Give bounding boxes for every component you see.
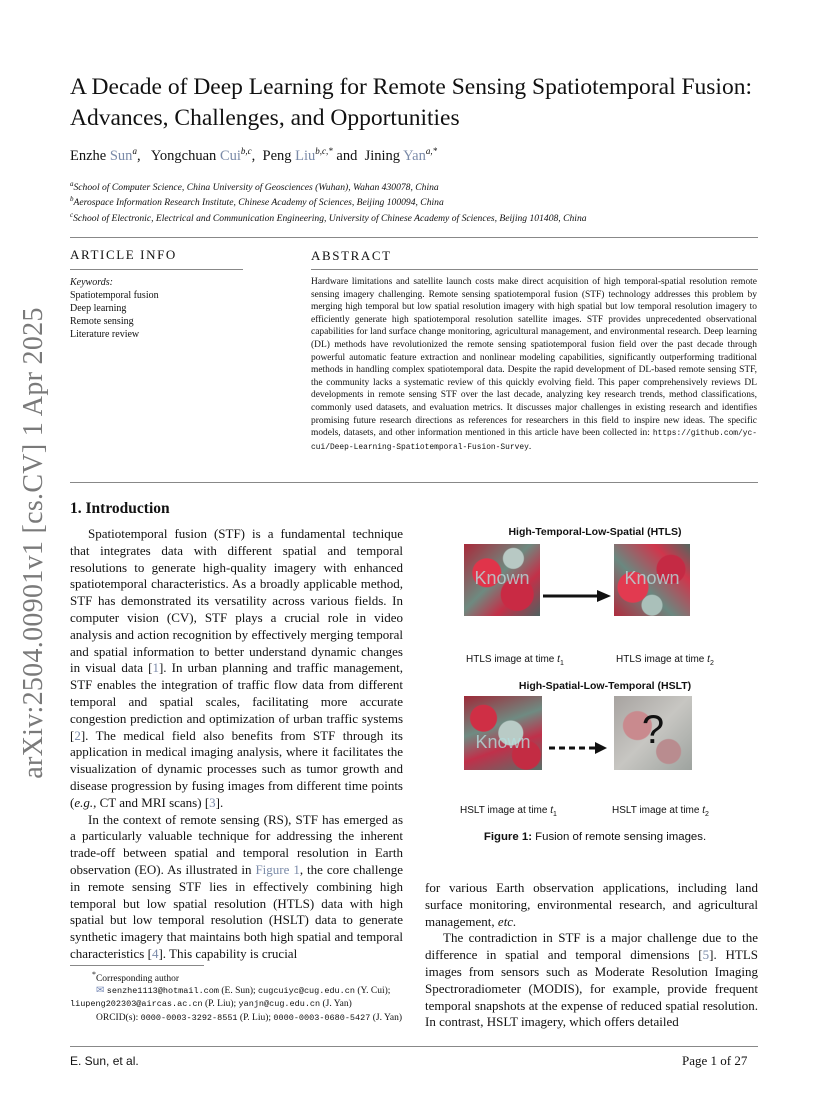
citation-link[interactable]: 1 <box>152 660 159 676</box>
hslt-title: High-Spatial-Low-Temporal (HSLT) <box>518 680 692 692</box>
dashed-arrow-icon <box>547 742 609 754</box>
known-label: Known <box>624 568 680 588</box>
footer-authors: E. Sun, et al. <box>70 1054 139 1068</box>
article-info-divider <box>70 269 243 270</box>
footer-divider <box>70 1046 758 1047</box>
unknown-question-mark: ? <box>641 708 665 752</box>
footnote-corresponding: *Corresponding author <box>92 970 180 985</box>
author-link[interactable]: Yan <box>403 147 426 164</box>
abstract-divider <box>311 269 758 270</box>
envelope-icon: ✉ <box>96 985 105 996</box>
paragraph: The contradiction in STF is a major challenge due to the difference in spatial and temporal dimensions [5]. HTLS images from sensors such as Moderate Resolution Imaging Spectroradiometer (MODIS), for example, provide frequent temporal snapshots at the expense of reduced spatial resolution. In contrast, HSLT imagery, which offers detailed <box>425 930 758 1030</box>
abstract-body: Hardware limitations and satellite launch costs make direct acquisition of high temporal-spatial resolution remote sensing imagery challenging. Remote sensing spatiotemporal fusion (STF) technology addresses this problem by merging high temporal but low spatial resolution imagery with high spatial but low temporal resolution imagery to efficiently generate high spatiotemporal resolution satellite images. STF provides unprecedented observational capabilities for land surface change monitoring, agricultural management, and environmental research. Deep learning (DL) methods have revolutionized the remote sensing spatiotemporal fusion field over the past decade through powerful automatic feature extraction and nonlinear modeling capabilities, significantly outperforming traditional methods in handling complex spatiotemporal data. Despite the rapid development of DL-based remote sensing STF, the community lacks a systematic review of this quickly evolving field. This paper comprehensively reviews DL developments in remote sensing STF over the last decade, analyzing key research trends, method classifications, commonly used datasets, and evaluation metrics. It discusses major challenges in existing research and identifies promising future research directions as references for researchers in this field to inspire new ideas. The specific models, datasets, and other information mentioned in this article have been collected in: https://github.com/yc-cui/Deep-Learning-Spatiotemporal-Fusion-Survey. <box>311 277 757 452</box>
citation-link[interactable]: 3 <box>209 794 216 810</box>
keywords-block <box>70 276 159 341</box>
article-info-heading: ARTICLE INFO <box>70 247 177 262</box>
email-link[interactable]: liupeng202303@aircas.ac.cn <box>70 999 203 1009</box>
htls-caption-t1: HTLS image at time $t_1$ <box>466 654 564 667</box>
citation-link[interactable]: 4 <box>151 945 159 961</box>
figure-link[interactable]: Figure 1 <box>255 861 300 877</box>
section-heading-introduction: 1. Introduction <box>70 500 170 517</box>
paragraph: Spatiotemporal fusion (STF) is a fundamental technique that integrates data with different spatial and temporal resolutions to generate high-quality imagery with enhanced spatiotemporal characteristics. As a broadly applicable method, STF has demonstrated its versatility across various fields. In computer vision (CV), STF plays a crucial role in video analysis and action recognition by effectively merging temporal and spatial information to better understand dynamic changes in visual data [1]. In urban planning and traffic management, STF enables the integration of traffic flow data from different temporal and spatial scales, facilitating more accurate congestion prediction and optimization of urban traffic systems [2]. The medical field also benefits from STF through its application in medical imaging analysis, where it facilitates the visualization of dynamic processes such as tumor growth and disease progression by fusing images from different time points (e.g., CT and MRI scans) [3]. <box>70 526 403 810</box>
author-4: Jining Yan$^{a,*}$ <box>364 146 438 164</box>
left-column-text <box>70 526 403 963</box>
author-link[interactable]: Sun <box>109 147 133 164</box>
email-link[interactable]: cugcuiyc@cug.edu.cn <box>258 986 355 996</box>
citation-link[interactable]: 2 <box>74 727 81 743</box>
citation-link[interactable]: 5 <box>702 947 710 963</box>
hslt-image-t1 <box>464 696 542 770</box>
orcid-link[interactable]: 0000-0003-0680-5427 <box>273 1013 371 1023</box>
footnote-emails-2: liupeng202303@aircas.ac.cn (P. Liu); yanjn@cug.edu.cn (J. Yan) <box>70 999 352 1009</box>
htls-title: High-Temporal-Low-Spatial (HTLS) <box>508 526 682 538</box>
known-label: Known <box>475 732 531 752</box>
arrow-right-icon <box>541 589 613 603</box>
keyword: Deep learning <box>70 303 127 314</box>
affiliation-a: $^a$School of Computer Science, China University of Geosciences (Wuhan), Wahan 430078, China <box>70 180 439 194</box>
author-link[interactable]: Liu <box>295 147 316 164</box>
keyword: Literature review <box>70 329 140 340</box>
keywords-label: Keywords: <box>70 277 113 288</box>
abstract-bottom-divider <box>70 482 758 483</box>
page-number: Page 1 of 27 <box>682 1053 748 1068</box>
orcid-link[interactable]: 0000-0003-3292-8551 <box>140 1013 238 1023</box>
author-link[interactable]: Cui <box>219 147 241 164</box>
htls-image-t2 <box>614 544 690 616</box>
paragraph: In the context of remote sensing (RS), STF has emerged as a particularly valuable technique for addressing the inherent trade-off between spatial and temporal resolution in Earth observation (EO). As illustrated in Figure 1, the core challenge in remote sensing STF lies in effectively combining high temporal but low spatial resolution (HTLS) data with high spatial but low temporal resolution (HSLT) data to generate synthetic imagery that maintains both high spatial and temporal characteristics [4]. This capability is crucial <box>70 811 403 961</box>
abstract-heading: ABSTRACT <box>311 248 392 263</box>
email-link[interactable]: senzhe1113@hotmail.com <box>106 986 219 996</box>
htls-image-t1 <box>464 544 540 616</box>
hslt-caption-t1: HSLT image at time $t_1$ <box>460 805 557 818</box>
author-1: Enzhe Sun$^a$ <box>70 146 137 164</box>
affiliation-c: $^c$School of Electronic, Electrical and Communication Engineering, University of Chinese Academy of Sciences, Beijing 101408, China <box>70 211 587 225</box>
footnote-emails-1: ✉ senzhe1113@hotmail.com (E. Sun); cugcuiyc@cug.edu.cn (Y. Cui); <box>96 985 391 996</box>
right-column-text <box>425 880 758 1031</box>
paper-title <box>70 72 770 134</box>
figure-caption: Figure 1: Fusion of remote sensing images. <box>483 831 707 843</box>
hslt-image-t2-unknown <box>614 696 692 770</box>
author-3: Peng Liu$^{b,c,*}$ <box>262 146 333 164</box>
keyword: Spatiotemporal fusion <box>70 290 159 301</box>
affiliation-b: $^b$Aerospace Information Research Institute, Chinese Academy of Sciences, Beijing 100094, China <box>70 195 444 209</box>
paragraph: for various Earth observation applications, including land surface monitoring, environmental research, and agricultural management, etc. <box>425 880 758 929</box>
hslt-caption-t2: HSLT image at time $t_2$ <box>612 805 709 818</box>
header-divider <box>70 237 758 238</box>
arxiv-identifier: arXiv:2504.00901v1 [cs.CV] 1 Apr 2025 <box>18 307 49 779</box>
author-2: Yongchuan Cui$^{b,c}$ <box>150 146 252 164</box>
author-list: Enzhe Sun$^a$, Yongchuan Cui$^{b,c}$, Peng Liu$^{b,c,*}$ and Jining Yan$^{a,*}$ <box>70 146 438 164</box>
htls-caption-t2: HTLS image at time $t_2$ <box>616 654 714 667</box>
known-label: Known <box>474 568 530 588</box>
footnote-divider <box>70 965 204 966</box>
title-line-1: A Decade of Deep Learning for Remote Sensing Spatiotemporal Fusion: <box>70 74 752 100</box>
title-line-2: Advances, Challenges, and Opportunities <box>70 105 460 131</box>
keyword: Remote sensing <box>70 316 134 327</box>
footnote-orcid: ORCID(s): 0000-0003-3292-8551 (P. Liu); 0000-0003-0680-5427 (J. Yan) <box>96 1013 403 1023</box>
email-link[interactable]: yanjn@cug.edu.cn <box>238 999 321 1009</box>
repository-link[interactable]: https://github.com/yc-cui/Deep-Learning-Spatiotemporal-Fusion-Survey <box>311 429 757 452</box>
